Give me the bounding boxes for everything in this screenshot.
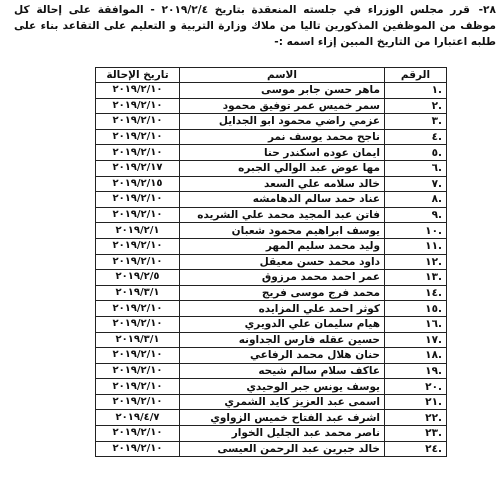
row-name: فاتن عبد المجيد محمد علي الشريده — [180, 207, 385, 223]
row-number: .٩ — [385, 207, 447, 223]
table-row — [96, 129, 447, 145]
row-number: .٢٣ — [385, 426, 447, 442]
decision-text: قرر مجلس الوزراء في جلسته المنعقدة بتاريخ ٢٠١٩/٢/٤ - الموافقة على إحالة كل موظف من الموظفين المذكورين تاليا من ملاك وزارة التربية و التعليم على التقاعد بناء على طلبه اعتبارا من التاريخ المبين إزاء اسمه :- — [14, 4, 496, 48]
row-name: محمد فرج موسى فريج — [180, 285, 385, 301]
row-date: ٢٠١٩/٢/١٥ — [96, 176, 180, 192]
row-date: ٢٠١٩/٢/١٠ — [96, 254, 180, 270]
table-row — [96, 238, 447, 254]
row-date: ٢٠١٩/٢/١٠ — [96, 316, 180, 332]
row-date: ٢٠١٩/٢/١٠ — [96, 83, 180, 99]
row-name: اسمى عبد العزيز كايد الشمري — [180, 394, 385, 410]
row-number: .١٢ — [385, 254, 447, 270]
row-name: عاكف سلام سالم شيحه — [180, 363, 385, 379]
table-row — [96, 83, 447, 99]
table-row — [96, 145, 447, 161]
row-name: داود محمد حسن معيقل — [180, 254, 385, 270]
table-row — [96, 394, 447, 410]
row-date: ٢٠١٩/٢/١٠ — [96, 145, 180, 161]
row-date: ٢٠١٩/٣/١ — [96, 332, 180, 348]
row-name: يوسف ابراهيم محمود شعبان — [180, 223, 385, 239]
row-name: حنان هلال محمد الرفاعي — [180, 348, 385, 364]
row-date: ٢٠١٩/٢/١٠ — [96, 98, 180, 114]
row-name: خالد جبرين عبد الرحمن العيسى — [180, 441, 385, 457]
row-date: ٢٠١٩/٢/١ — [96, 223, 180, 239]
row-number: .٢٢ — [385, 410, 447, 426]
row-name: مها عوض عبد الوالي الجبره — [180, 160, 385, 176]
row-name: عناد حمد سالم الدهامشه — [180, 192, 385, 208]
table-row — [96, 285, 447, 301]
table-row — [96, 114, 447, 130]
row-name: ايمان عوده اسكندر حنا — [180, 145, 385, 161]
row-name: عزمي راضي محمود ابو الجدايل — [180, 114, 385, 130]
row-date: ٢٠١٩/٢/١٠ — [96, 426, 180, 442]
table-row — [96, 426, 447, 442]
row-date: ٢٠١٩/٢/١٠ — [96, 394, 180, 410]
table-row — [96, 270, 447, 286]
table-row — [96, 332, 447, 348]
header-date: تاريخ الإحالة — [96, 68, 180, 83]
row-date: ٢٠١٩/٢/١٠ — [96, 301, 180, 317]
row-number: .٣ — [385, 114, 447, 130]
row-name: ماهر حسن جابر موسى — [180, 83, 385, 99]
row-date: ٢٠١٩/٢/١٠ — [96, 348, 180, 364]
row-date: ٢٠١٩/٢/١٠ — [96, 363, 180, 379]
row-date: ٢٠١٩/٢/١٠ — [96, 192, 180, 208]
row-number: .٥ — [385, 145, 447, 161]
row-name: خالد سلامه علي السعد — [180, 176, 385, 192]
row-name: هيام سليمان علي الدويري — [180, 316, 385, 332]
row-date: ٢٠١٩/٢/١٠ — [96, 207, 180, 223]
row-date: ٢٠١٩/٣/١ — [96, 285, 180, 301]
row-name: ناجح محمد يوسف نمر — [180, 129, 385, 145]
table-row — [96, 160, 447, 176]
row-name: يوسف يونس جبر الوحيدي — [180, 379, 385, 395]
row-number: .٢ — [385, 98, 447, 114]
row-number: .١١ — [385, 238, 447, 254]
row-number: .٨ — [385, 192, 447, 208]
table-row — [96, 441, 447, 457]
decision-number: ٢٨- — [478, 4, 496, 16]
table-row — [96, 176, 447, 192]
row-name: اشرف عبد الفتاح خميس الزواوي — [180, 410, 385, 426]
row-number: .١٠ — [385, 223, 447, 239]
row-date: ٢٠١٩/٢/١٠ — [96, 238, 180, 254]
table-row — [96, 254, 447, 270]
table-row — [96, 348, 447, 364]
row-number: .١٤ — [385, 285, 447, 301]
header-name: الاسم — [180, 68, 385, 83]
row-number: .٦ — [385, 160, 447, 176]
row-date: ٢٠١٩/٢/١٠ — [96, 129, 180, 145]
row-name: سمر خميس عمر توفيق محمود — [180, 98, 385, 114]
row-name: حسين عقله فارس الجداونه — [180, 332, 385, 348]
table-row — [96, 410, 447, 426]
row-date: ٢٠١٩/٢/١٠ — [96, 379, 180, 395]
row-number: .١٥ — [385, 301, 447, 317]
table-row — [96, 379, 447, 395]
row-name: وليد محمد سليم المهر — [180, 238, 385, 254]
header-number: الرقم — [385, 68, 447, 83]
row-number: .١٣ — [385, 270, 447, 286]
row-number: .١٦ — [385, 316, 447, 332]
row-date: ٢٠١٩/٢/١٧ — [96, 160, 180, 176]
row-number: .١ — [385, 83, 447, 99]
row-number: .٢١ — [385, 394, 447, 410]
row-number: .٧ — [385, 176, 447, 192]
row-number: .٢٤ — [385, 441, 447, 457]
retirees-table — [95, 67, 447, 457]
row-date: ٢٠١٩/٢/١٠ — [96, 114, 180, 130]
row-date: ٢٠١٩/٢/١٠ — [96, 441, 180, 457]
row-number: .١٨ — [385, 348, 447, 364]
table-row — [96, 223, 447, 239]
row-name: عمر احمد محمد مرزوق — [180, 270, 385, 286]
table-row — [96, 207, 447, 223]
decision-heading — [14, 2, 496, 50]
row-date: ٢٠١٩/٤/٧ — [96, 410, 180, 426]
table-row — [96, 316, 447, 332]
row-name: ناصر محمد عبد الجليل الخوار — [180, 426, 385, 442]
row-date: ٢٠١٩/٢/٥ — [96, 270, 180, 286]
row-number: .٢٠ — [385, 379, 447, 395]
row-number: .١٩ — [385, 363, 447, 379]
table-header-row — [96, 68, 447, 83]
row-number: .٤ — [385, 129, 447, 145]
table-row — [96, 98, 447, 114]
row-number: .١٧ — [385, 332, 447, 348]
row-name: كوثر احمد علي المزايده — [180, 301, 385, 317]
table-row — [96, 301, 447, 317]
table-row — [96, 363, 447, 379]
table-row — [96, 192, 447, 208]
